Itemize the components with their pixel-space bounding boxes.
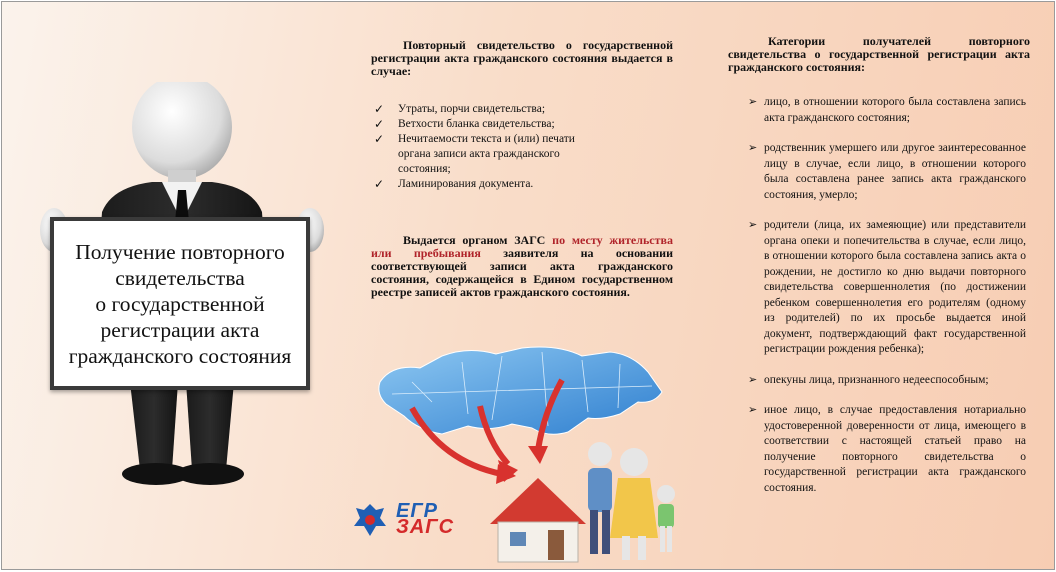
check-icon: ✓ bbox=[374, 177, 385, 191]
reissue-conditions-list bbox=[374, 102, 604, 192]
recipient-categories-heading: Категории получателей повторного свидетельства о государственной регистрации акта гражданского состояния: bbox=[728, 34, 1030, 74]
residence-highlight: по месту жительства или пребывания bbox=[371, 233, 673, 260]
right-leg bbox=[186, 382, 234, 470]
arrow-bullet-icon: ➢ bbox=[748, 404, 758, 416]
arrow-bullet-icon: ➢ bbox=[748, 219, 758, 231]
sign-board bbox=[50, 217, 310, 390]
recipient-categories-list bbox=[748, 95, 1026, 511]
list-item: ✓ Ламинирования документа. bbox=[374, 177, 534, 191]
list-item: ➢ родственник умершего или другое заинтересованное лицу в случае, если лицо, в отношении которого была составлена ранее запись акта гражданского состояния, умерло; bbox=[748, 142, 1026, 201]
logo-egr-text: ЕГР bbox=[396, 500, 438, 522]
logo-zags-text: ЗАГС bbox=[396, 516, 455, 538]
right-shoe bbox=[176, 463, 244, 485]
list-item: ➢ родители (лица, их замеяющие) или представители органа опеки и попечительства в случае, если лицо, в отношении которого была составлена запись акта о рождении, не достигло ко дню выдачи повторного свидетельства совершеннолетия (по достижении ребенком совершеннолетия его родителям (одному из родителей) по их просьбе выдается иной документ, подтверждающий факт государственной регистрации рождения ребенка); bbox=[748, 219, 1026, 355]
brochure-page bbox=[1, 1, 1055, 570]
reissue-conditions-heading: Повторный свидетельство о государственной регистрации акта гражданского состояния выдается в случае: bbox=[371, 38, 673, 78]
list-item: ➢ опекуны лица, признанного недееспособным; bbox=[748, 373, 1026, 389]
arrow-bullet-icon: ➢ bbox=[748, 96, 758, 108]
sign-title: Получение повторного свидетельства о государственной регистрации акта гражданского состояния bbox=[68, 239, 292, 368]
issuing-authority-paragraph: Выдается органом ЗАГС по месту жительства или пребывания заявителя на основании соответствующей записи акта гражданского состояния, содержащейся в Едином государственном реестре записей актов гражданского состояния. bbox=[371, 233, 673, 299]
double-eagle-emblem-icon bbox=[350, 500, 390, 540]
arrow-bullet-icon: ➢ bbox=[748, 373, 758, 386]
arrow-bullet-icon: ➢ bbox=[748, 142, 758, 154]
egr-zags-logo bbox=[350, 500, 500, 540]
family-figures bbox=[588, 442, 675, 560]
house-roof bbox=[490, 478, 586, 524]
check-icon: ✓ bbox=[374, 102, 385, 116]
left-leg bbox=[130, 382, 178, 470]
list-item: ✓ Ветхости бланка свидетельства; bbox=[374, 117, 555, 131]
list-item: ➢ иное лицо, в случае предоставления нотариально удостоверенной доверенности от лица, имеющего в соответствии с настоящей статьей право на получение повторного свидетельства о государственной регистрации акта гражданского состояния. bbox=[748, 404, 1026, 494]
list-item: ✓ Нечитаемости текста и (или) печати органа записи акта гражданского состояния; bbox=[374, 132, 575, 175]
check-icon: ✓ bbox=[374, 132, 385, 146]
head bbox=[132, 82, 232, 179]
list-item: ✓ Утраты, порчи свидетельства; bbox=[374, 102, 546, 116]
list-item: ➢ лицо, в отношении которого была составлена запись акта гражданского состояния; bbox=[748, 96, 1026, 124]
check-icon: ✓ bbox=[374, 117, 385, 131]
